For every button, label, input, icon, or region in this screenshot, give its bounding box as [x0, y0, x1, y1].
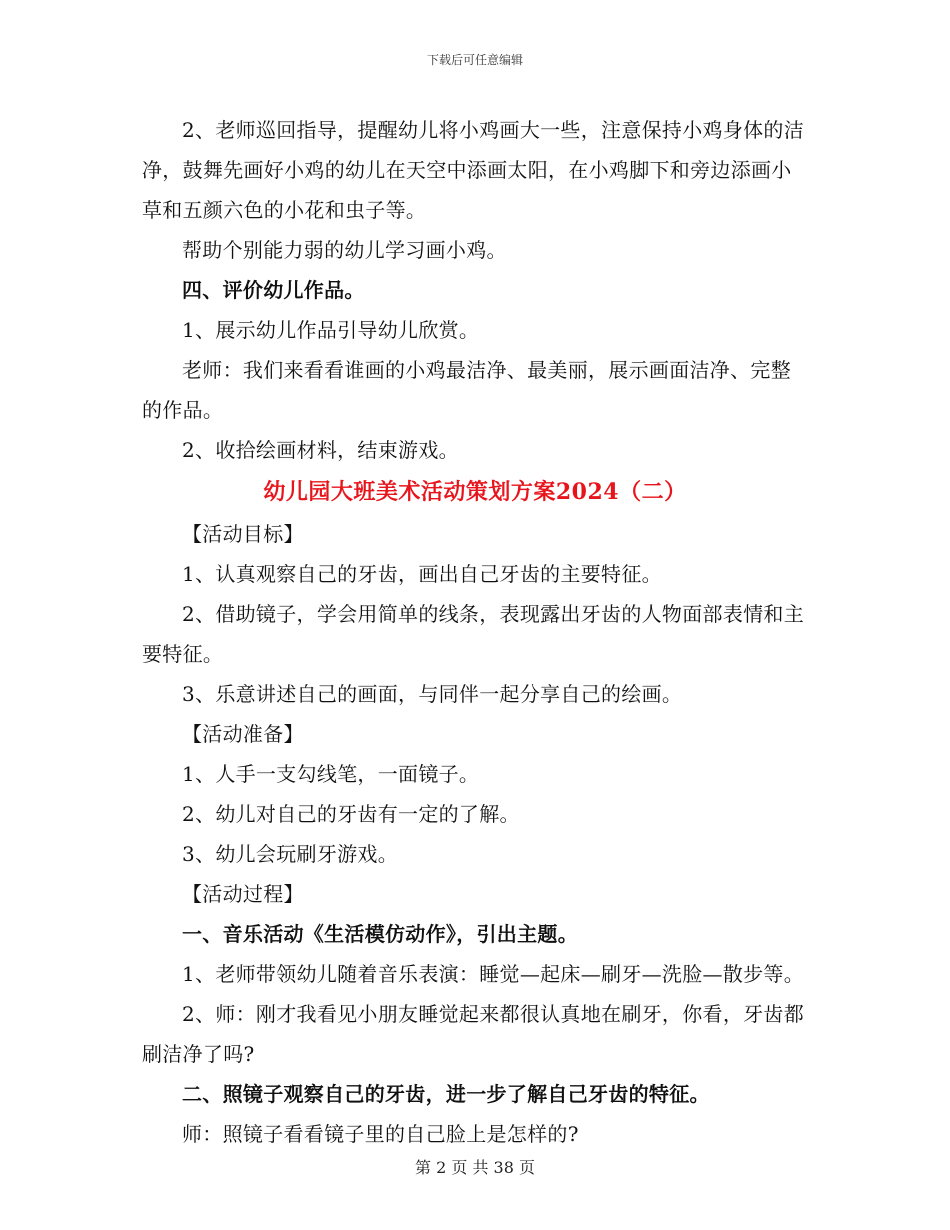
paragraph: 1、认真观察自己的牙齿，画出自己牙齿的主要特征。 [182, 562, 662, 586]
paragraph: 1、老师带领幼儿随着音乐表演：睡觉—起床—刷牙—洗脸—散步等。 [182, 962, 805, 986]
section-heading: 一、音乐活动《生活模仿动作》，引出主题。 [182, 922, 578, 946]
paragraph: 1、展示幼儿作品引导幼儿欣赏。 [182, 318, 480, 342]
paragraph: 2、借助镜子，学会用简单的线条，表现露出牙齿的人物面部表情和主要特征。 [142, 602, 805, 666]
paragraph: 3、乐意讲述自己的画面，与同伴一起分享自己的绘画。 [182, 682, 683, 706]
section-heading: 二、照镜子观察自己的牙齿，进一步了解自己牙齿的特征。 [182, 1082, 710, 1106]
subsection-label: 【活动目标】 [182, 522, 304, 546]
page-footer: 第 2 页 共 38 页 [415, 1158, 535, 1177]
document-title: 幼儿园大班美术活动策划方案2024（二） [263, 479, 687, 505]
paragraph: 师：照镜子看看镜子里的自己脸上是怎样的? [182, 1122, 579, 1146]
paragraph: 1、人手一支勾线笔，一面镜子。 [182, 762, 480, 786]
page-header: 下载后可任意编辑 [426, 53, 523, 67]
subsection-label: 【活动准备】 [182, 722, 304, 746]
paragraph: 老师：我们来看看谁画的小鸡最洁净、最美丽，展示画面洁净、完整的作品。 [142, 358, 791, 422]
section-heading: 四、评价幼儿作品。 [182, 278, 365, 302]
subsection-label: 【活动过程】 [182, 882, 304, 906]
paragraph: 3、幼儿会玩刷牙游戏。 [182, 842, 399, 866]
paragraph: 帮助个别能力弱的幼儿学习画小鸡。 [182, 238, 507, 262]
paragraph: 2、老师巡回指导，提醒幼儿将小鸡画大一些，注意保持小鸡身体的洁净，鼓舞先画好小鸡的幼儿在天空中添画太阳，在小鸡脚下和旁边添画小草和五颜六色的小花和虫子等。 [142, 118, 805, 222]
paragraph: 2、幼儿对自己的牙齿有一定的了解。 [182, 802, 520, 826]
paragraph: 2、收拾绘画材料，结束游戏。 [182, 438, 459, 462]
paragraph: 2、师：刚才我看见小朋友睡觉起来都很认真地在刷牙，你看，牙齿都刷洁净了吗? [142, 1002, 805, 1066]
document-body [142, 110, 808, 1154]
